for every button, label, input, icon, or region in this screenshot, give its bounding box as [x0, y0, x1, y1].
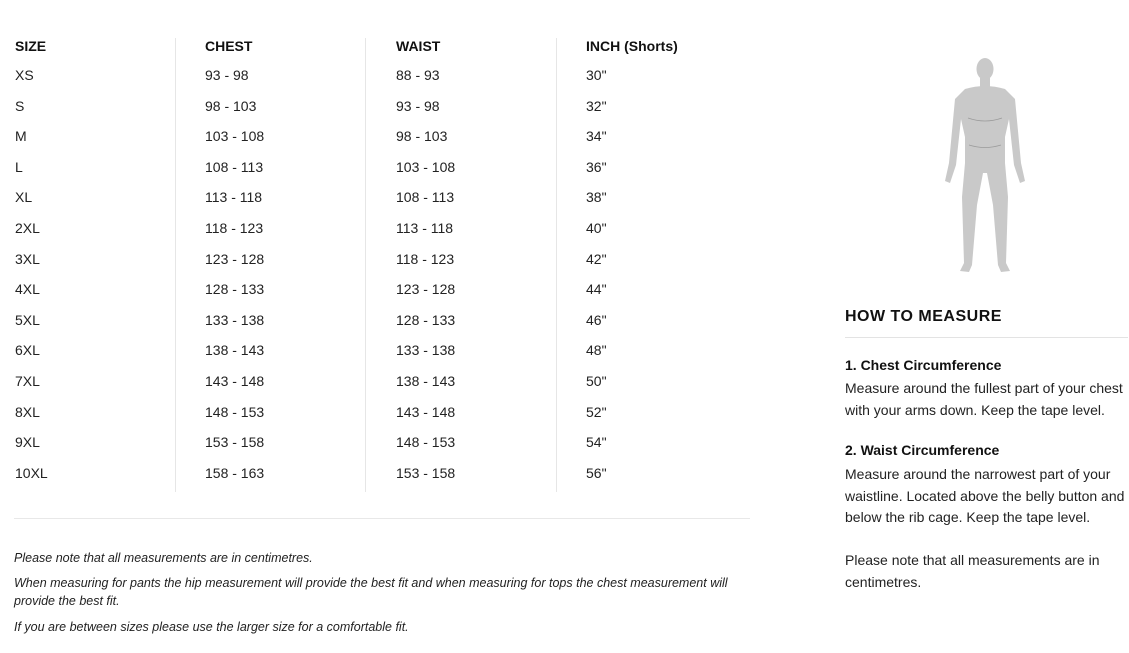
table-cell-chest: 128 - 133 [205, 281, 265, 298]
table-cell-chest: 118 - 123 [205, 220, 264, 236]
header-size: SIZE [15, 38, 47, 54]
table-cell-size: 4XL [15, 281, 40, 298]
table-cell-waist: 133 - 138 [396, 342, 456, 359]
table-cell-waist: 113 - 118 [396, 220, 454, 236]
column-divider [556, 38, 557, 492]
table-cell-inch: 50" [586, 373, 607, 389]
chest-instructions: Measure around the fullest part of your chest with your arms down. Keep the tape level. [845, 380, 1123, 418]
table-cell-chest: 108 - 113 [205, 158, 264, 175]
column-divider [365, 38, 366, 492]
table-cell-waist: 88 - 93 [396, 67, 440, 83]
table-cell-waist: 138 - 143 [396, 373, 456, 389]
table-cell-inch: 42" [586, 250, 607, 267]
body-silhouette-icon [935, 55, 1035, 277]
table-cell-size: L [15, 158, 23, 175]
table-cell-inch: 54" [586, 434, 607, 451]
waist-heading: 2. Waist Circumference [845, 442, 1000, 458]
note-fit-advice: When measuring for pants the hip measurement will provide the best fit and when measuring for tops the chest measurement will provide the best fit. [14, 576, 728, 608]
table-cell-size: M [15, 128, 27, 145]
table-cell-size: 10XL [15, 464, 48, 481]
table-cell-size: 5XL [15, 311, 40, 328]
waist-instructions: Measure around the narrowest part of your waistline. Located above the belly button and below the rib cage. Keep the tape level. [845, 466, 1125, 525]
table-cell-waist: 103 - 108 [396, 158, 456, 175]
table-cell-waist: 143 - 148 [396, 403, 456, 420]
table-cell-size: 7XL [15, 373, 40, 389]
table-cell-waist: 153 - 158 [396, 464, 456, 481]
table-cell-chest: 113 - 118 [205, 189, 263, 206]
header-chest: CHEST [205, 38, 253, 54]
note-centimetres: Please note that all measurements are in centimetres. [14, 551, 313, 565]
table-cell-inch: 34" [586, 128, 607, 145]
table-cell-chest: 148 - 153 [205, 403, 265, 420]
table-cell-waist: 123 - 128 [396, 281, 456, 298]
table-cell-chest: 138 - 143 [205, 342, 265, 359]
table-cell-size: 6XL [15, 342, 40, 359]
measurement-unit-note: Please note that all measurements are in centimetres. [845, 552, 1100, 590]
table-cell-waist: 118 - 123 [396, 250, 455, 267]
table-cell-inch: 56" [586, 464, 607, 481]
table-cell-chest: 153 - 158 [205, 434, 265, 451]
note-between-sizes: If you are between sizes please use the larger size for a comfortable fit. [14, 620, 409, 634]
table-cell-size: S [15, 97, 25, 114]
table-cell-chest: 93 - 98 [205, 67, 249, 83]
table-cell-waist: 93 - 98 [396, 97, 440, 114]
table-cell-chest: 123 - 128 [205, 250, 265, 267]
table-cell-inch: 38" [586, 189, 607, 206]
how-to-measure-divider [845, 337, 1128, 338]
header-inch: INCH (Shorts) [586, 38, 678, 54]
table-cell-chest: 103 - 108 [205, 128, 265, 145]
table-cell-inch: 46" [586, 311, 607, 328]
table-cell-waist: 128 - 133 [396, 311, 456, 328]
table-cell-chest: 98 - 103 [205, 97, 257, 114]
table-cell-inch: 32" [586, 97, 607, 114]
header-waist: WAIST [396, 38, 441, 54]
table-cell-size: 9XL [15, 434, 40, 451]
table-cell-size: XL [15, 189, 33, 206]
table-cell-chest: 133 - 138 [205, 311, 265, 328]
table-cell-waist: 148 - 153 [396, 434, 456, 451]
table-cell-inch: 30" [586, 67, 607, 83]
notes-divider [14, 518, 750, 519]
column-divider [175, 38, 176, 492]
how-to-measure-title: HOW TO MEASURE [845, 308, 1002, 325]
table-cell-waist: 108 - 113 [396, 189, 455, 206]
table-cell-waist: 98 - 103 [396, 128, 448, 145]
table-cell-size: 2XL [15, 220, 40, 236]
table-cell-size: 3XL [15, 250, 40, 267]
table-cell-chest: 143 - 148 [205, 373, 265, 389]
table-cell-inch: 48" [586, 342, 607, 359]
table-cell-inch: 36" [586, 158, 607, 175]
table-cell-chest: 158 - 163 [205, 464, 265, 481]
table-cell-inch: 52" [586, 403, 607, 420]
table-cell-inch: 40" [586, 220, 607, 236]
table-cell-size: XS [15, 67, 34, 83]
table-cell-inch: 44" [586, 281, 607, 298]
chest-heading: 1. Chest Circumference [845, 357, 1002, 373]
table-cell-size: 8XL [15, 403, 40, 420]
